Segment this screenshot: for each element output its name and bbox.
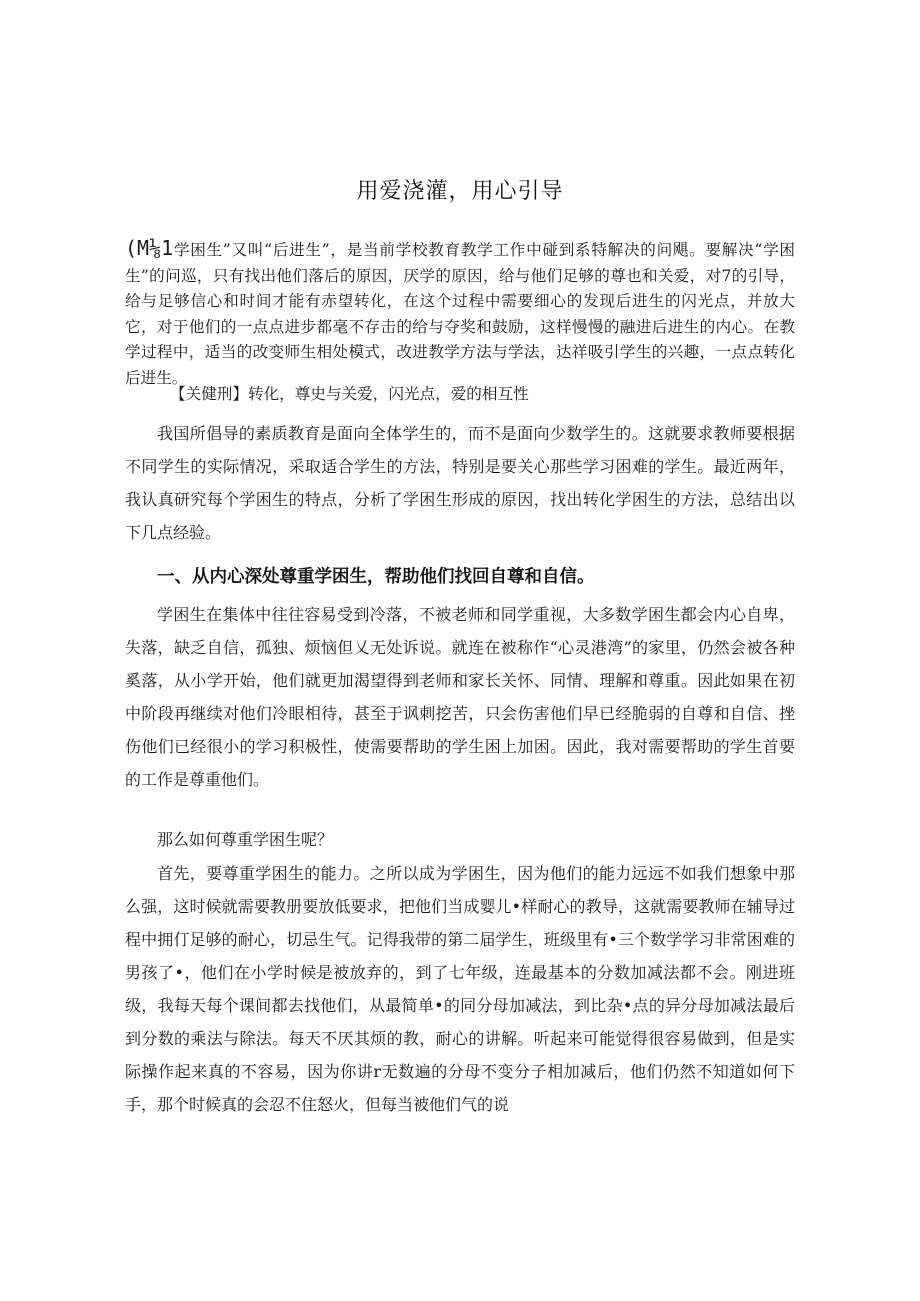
document-title: 用爱浇灌，用心引导 bbox=[356, 179, 564, 204]
abstract-paragraph bbox=[125, 236, 795, 391]
keywords-label: 【关健刑】 bbox=[170, 385, 248, 403]
section-heading: 一、从内心深处尊重学困生，帮助他们找回自尊和自信。 bbox=[157, 567, 595, 587]
section-paragraph-respect: 学困生在集体中往往容易受到冷落，不被老师和同学重视，大多数学困生都会内心自卑，失落，缺乏自信，孤独、烦恼但乂无处诉说。就连在被称作“心灵港湾”的家里，仍然会被各种奚落，从小学开始，他们就更加渴望得到老师和家长关怀、同情、理解和尊重。因此如果在初中阶段再继续对他们冷眼相待，甚至于讽刺挖苦，只会伤害他们早已经脆弱的自尊和自信、挫伤他们已经很小的学习积极性，使需要帮助的学生困上加困。因此，我对需要帮助的学生首要的工作是尊重他们。 bbox=[125, 605, 795, 789]
intro-paragraph: 我国所倡导的素质教育是面向全体学生的，而不是面向少数学生的。这就要求教师要根据不同学生的实际情况，采取适合学生的方法，特别是要关心那些学习困难的学生。最近两年，我认真研究每个学困生的特点，分析了学困生形成的原因，找出转化学困生的方法，总结出以下几点经验。 bbox=[125, 424, 795, 542]
section-paragraph-question: 那么如何尊重学困生呢？ bbox=[157, 830, 334, 849]
keywords-text: 转化，尊史与关爱，闪光点，爱的相互性 bbox=[247, 385, 529, 403]
abstract-marker: (M⅛1 bbox=[125, 236, 174, 260]
abstract-text: 学困生”又叫“后进生”，是当前学校教育教学工作中碰到系特解决的问飓。要解决“学困生”的问巡，只有找出他们落后的原因，厌学的原因，给与他们足够的尊也和关爱，对7的引导，给与足够信心和时间才能有赤望转化，在这个过程中需要细心的发现后进生的闪光点，并放大它，对于他们的一点点进步都毫不存击的给与夺奖和鼓励，这样慢慢的融进后进生的内心。在教学过程中，适当的改变师生相处模式，改进教学方法与学法，达祥吸引学生的兴趣，一点点转化后进生。 bbox=[125, 241, 795, 387]
keywords-line bbox=[170, 382, 790, 407]
section-paragraph-ability: 首先，要尊重学困生的能力。之所以成为学困生，因为他们的能力远远不如我们想象中那么强，这时候就需要教册要放低要求，把他们当成婴儿•样耐心的教导，这就需要教师在辅导过程中拥仃足够的耐心，切忌生气。记得我带的第二届学生，班级里有•三个数学学习非常困难的男孩了•，他们在小学时候是被放弃的，到了七年级，连最基本的分数加减法都不会。刚进班级，我每天每个课间都去找他们，从最简单•的同分母加减法，到比杂•点的异分母加减法最后到分数的乘法与除法。每天不厌其烦的教，耐心的讲解。听起来可能觉得很容易做到，但是实际操作起来真的不容易，因为你讲r无数遍的分母不变分子相加减后，他们仍然不知道如何下手，那个时候真的会忍不住怒火，但每当被他们气的说 bbox=[125, 864, 795, 1114]
